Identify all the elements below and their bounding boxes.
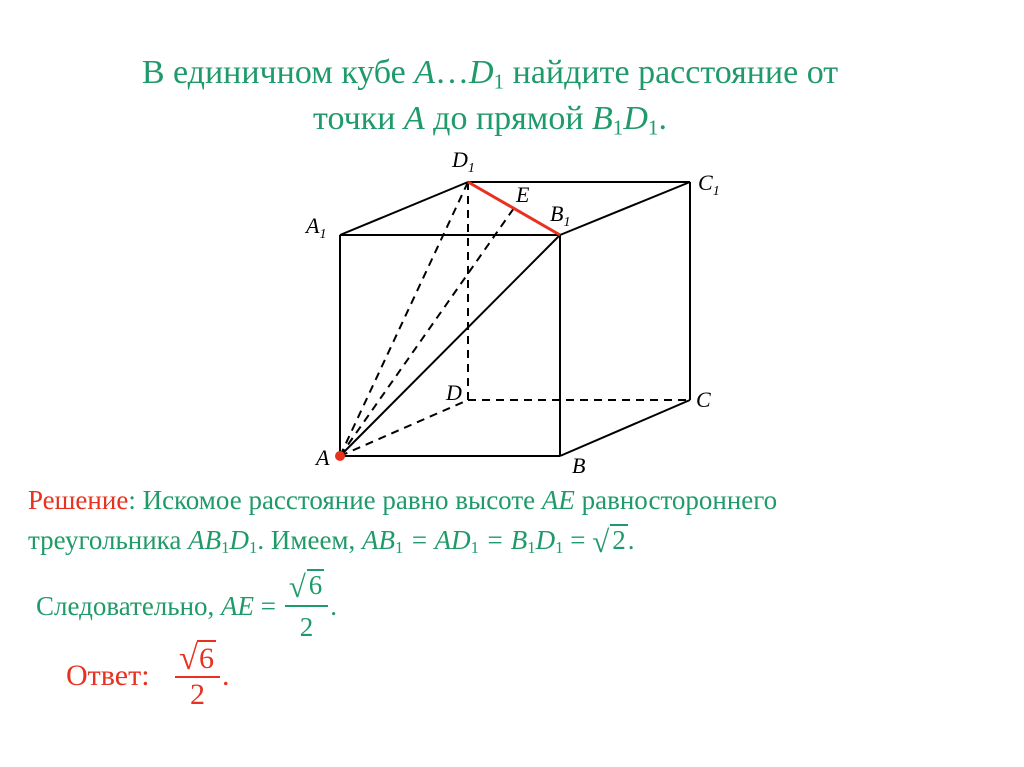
- label-d1: $D_1$: [452, 147, 475, 176]
- label-c: C: [696, 387, 711, 412]
- label-d: D: [446, 380, 462, 405]
- solution-line-1: Решение: Искомое расстояние равно высоте AE равностороннего: [28, 485, 778, 515]
- label-b: B: [572, 453, 586, 478]
- sqrt-2: √ 2: [592, 524, 626, 559]
- point-a: [335, 451, 345, 461]
- solution-line-3: Следовательно, AE = √ 6 2 .: [36, 565, 337, 647]
- label-a: A: [316, 445, 330, 470]
- solution-line-2: треугольника $AB_1D_1$. Имеем, $AB_1 = AD_1 = B_1D_1$ = √ 2.: [28, 520, 634, 560]
- label-c1: $C_1$: [698, 170, 720, 199]
- segment-b1d1: [468, 182, 560, 235]
- fraction-ae: √ 6 2: [285, 565, 329, 647]
- answer-block: Ответ: √ 6 2 .: [66, 639, 230, 711]
- problem-statement: В единичном кубе $A\dots D_1$ найдите расстояние от точки A до прямой $B_1D_1$.: [141, 54, 839, 140]
- cube-diagram: [290, 145, 740, 485]
- fraction-answer: √ 6 2: [175, 640, 220, 712]
- label-e: E: [516, 182, 530, 207]
- label-b1: $B_1$: [550, 201, 571, 230]
- label-a1: $A_1$: [306, 213, 327, 242]
